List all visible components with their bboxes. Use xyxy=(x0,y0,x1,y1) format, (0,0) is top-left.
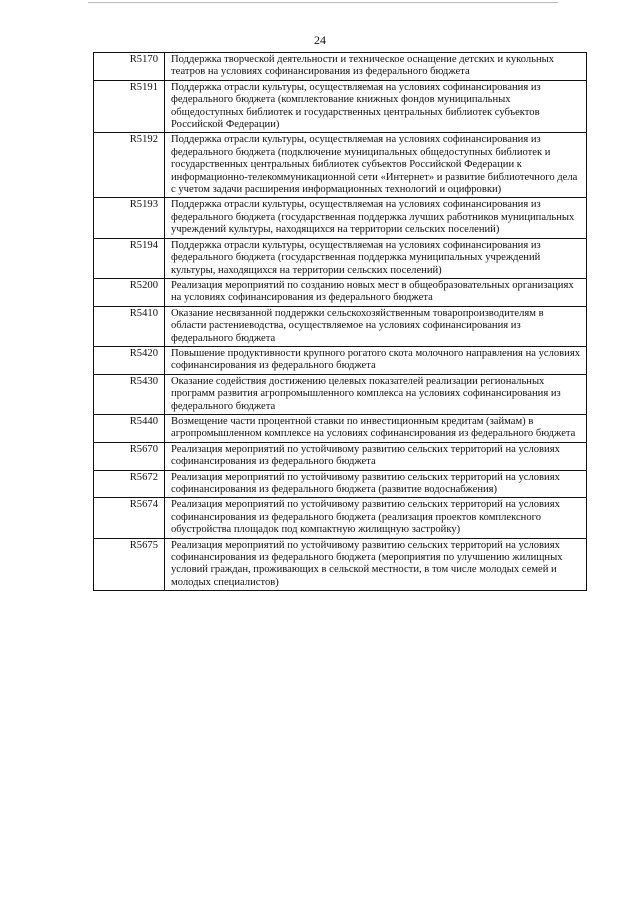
table-row xyxy=(94,278,587,306)
table-row xyxy=(94,53,587,81)
table-row xyxy=(94,238,587,278)
table-row xyxy=(94,198,587,238)
table-row xyxy=(94,133,587,198)
code-cell: R5192 xyxy=(94,133,165,198)
code-cell: R5430 xyxy=(94,374,165,414)
scan-edge-line xyxy=(88,2,558,3)
description-cell: Оказание содействия достижению целевых показателей реализации региональных программ развития агропромышленного комплекса на условиях софинансирования из федерального бюджета xyxy=(165,374,587,414)
code-cell: R5193 xyxy=(94,198,165,238)
code-cell: R5674 xyxy=(94,498,165,538)
code-cell: R5672 xyxy=(94,470,165,498)
code-cell: R5410 xyxy=(94,306,165,346)
description-cell: Поддержка отрасли культуры, осуществляемая на условиях софинансирования из федерального бюджета (комплектование книжных фондов муниципальных общедоступных библиотек и государственных центральных библиотек субъектов Российской Федерации) xyxy=(165,80,587,133)
description-cell: Поддержка отрасли культуры, осуществляемая на условиях софинансирования из федерального бюджета (государственная поддержка муниципальных учреждений культуры, находящихся на территории сельских поселений) xyxy=(165,238,587,278)
code-cell: R5440 xyxy=(94,414,165,442)
description-cell: Поддержка творческой деятельности и техническое оснащение детских и кукольных театров на условиях софинансирования из федерального бюджета xyxy=(165,53,587,81)
code-cell: R5191 xyxy=(94,80,165,133)
code-cell: R5420 xyxy=(94,346,165,374)
table-row xyxy=(94,442,587,470)
description-cell: Поддержка отрасли культуры, осуществляемая на условиях софинансирования из федерального бюджета (подключение муниципальных общедоступных библиотек и государственных центральных библиотек субъектов Российской Федерации к информационно-телекоммуникационной сети «Интернет» и развитие библиотечного дела с учетом задачи расширения информационных технологий и оцифровки) xyxy=(165,133,587,198)
table-row xyxy=(94,346,587,374)
code-cell: R5200 xyxy=(94,278,165,306)
table-row xyxy=(94,538,587,591)
description-cell: Поддержка отрасли культуры, осуществляемая на условиях софинансирования из федерального бюджета (государственная поддержка лучших работников муниципальных учреждений культуры, находящихся на территории сельских поселений) xyxy=(165,198,587,238)
code-cell: R5670 xyxy=(94,442,165,470)
table-row xyxy=(94,374,587,414)
table-row xyxy=(94,498,587,538)
code-cell: R5194 xyxy=(94,238,165,278)
description-cell: Повышение продуктивности крупного рогатого скота молочного направления на условиях софинансирования из федерального бюджета xyxy=(165,346,587,374)
description-cell: Реализация мероприятий по устойчивому развитию сельских территорий на условиях софинансирования из федерального бюджета (мероприятия по улучшению жилищных условий граждан, проживающих в сельской местности, в том числе молодых семей и молодых специалистов) xyxy=(165,538,587,591)
table-row xyxy=(94,470,587,498)
page-number: 24 xyxy=(314,33,326,47)
description-cell: Возмещение части процентной ставки по инвестиционным кредитам (займам) в агропромышленном комплексе на условиях софинансирования из федерального бюджета xyxy=(165,414,587,442)
table-row xyxy=(94,414,587,442)
description-cell: Реализация мероприятий по устойчивому развитию сельских территорий на условиях софинансирования из федерального бюджета (развитие водоснабжения) xyxy=(165,470,587,498)
table-row xyxy=(94,306,587,346)
description-cell: Реализация мероприятий по устойчивому развитию сельских территорий на условиях софинансирования из федерального бюджета xyxy=(165,442,587,470)
description-cell: Реализация мероприятий по созданию новых мест в общеобразовательных организациях на условиях софинансирования из федерального бюджета xyxy=(165,278,587,306)
description-cell: Оказание несвязанной поддержки сельскохозяйственным товаропроизводителям в области растениеводства, осуществляемое на условиях софинансирования из федерального бюджета xyxy=(165,306,587,346)
code-cell: R5170 xyxy=(94,53,165,81)
table-row xyxy=(94,80,587,133)
description-cell: Реализация мероприятий по устойчивому развитию сельских территорий на условиях софинансирования из федерального бюджета (реализация проектов комплексного обустройства площадок под компактную жилищную застройку) xyxy=(165,498,587,538)
code-cell: R5675 xyxy=(94,538,165,591)
budget-code-table xyxy=(93,52,587,591)
